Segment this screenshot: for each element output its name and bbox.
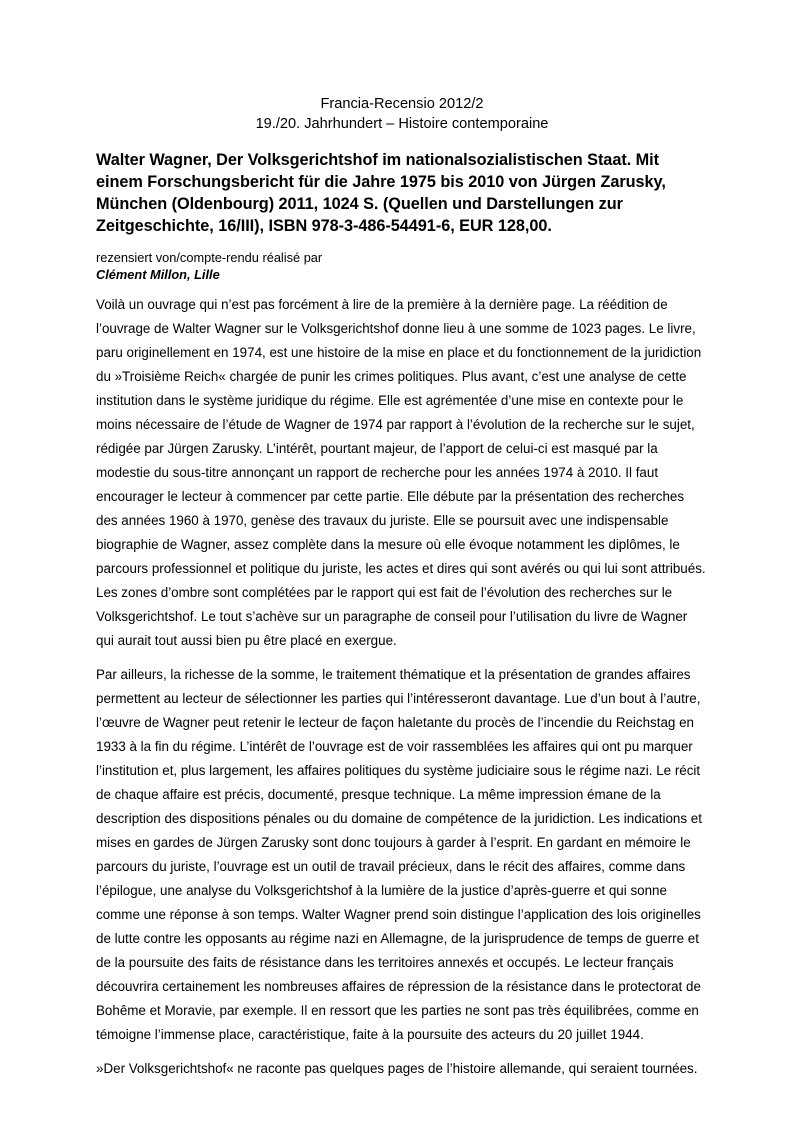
journal-issue: Francia-Recensio 2012/2 (320, 96, 484, 112)
body-paragraph-3: »Der Volksgerichtshof« ne raconte pas quelques pages de l’histoire allemande, qui seraient tournées. (96, 1061, 698, 1076)
body-paragraph-2: Par ailleurs, la richesse de la somme, le traitement thématique et la présentation de grandes affaires permettent au lecteur de sélectionner les parties qui l’intéresseront davantage. Lue d’un bout à l’autre, l’œuvre de Wagner peut retenir le lecteur de façon haletante du procès de l’incendie du Reichstag en 1933 à la fin du régime. L’intérêt de l’ouvrage est de voir rassemblées les affaires qui ont pu marquer l’institution et, plus largement, les affaires politiques du système judiciaire sous le régime nazi. Le récit de chaque affaire est précis, documenté, presque technique. La même impression émane de la description des dispositions pénales ou du domaine de compétence de la juridiction. Les indications et mises en gardes de Jürgen Zarusky sont donc toujours à garder à l’esprit. En gardant en mémoire le parcours du juriste, l’ouvrage est un outil de travail précieux, dans le récit des affaires, comme dans l’épilogue, une analyse du Volksgerichtshof à la lumière de la justice d’après-guerre et qui sonne comme une réponse à son temps. Walter Wagner prend soin distingue l’application des lois originelles de lutte contre les opposants au régime nazi en Allemagne, de la jurisprudence de temps de guerre et de la poursuite des faits de résistance dans les territoires annexés et occupés. Le lecteur français découvrira certainement les nombreuses affaires de répression de la résistance dans le protectorat de Bohême et Moravie, par exemple. Il en ressort que les parties ne sont pas très équilibrées, comme en témoigne l’immense place, caractéristique, faite à la poursuite des acteurs du 20 juillet 1944. (96, 667, 702, 1042)
document-page (96, 94, 708, 1091)
body-paragraph-1: Voilà un ouvrage qui n’est pas forcément à lire de la première à la dernière page. La réédition de l’ouvrage de Walter Wagner sur le Volksgerichtshof donne lieu à une somme de 1023 pages. Le livre, paru originellement en 1974, est une histoire de la mise en place et du fonctionnement de la juridiction du »Troisième Reich« chargée de punir les crimes politiques. Plus avant, c’est une analyse de cette institution dans le système juridique du régime. Elle est agrémentée d’une mise en contexte pour le moins nécessaire de l’étude de Wagner de 1974 par rapport à l’évolution de la recherche sur le sujet, rédigée par Jürgen Zarusky. L’intérêt, pourtant majeur, de l’apport de celui-ci est masqué par la modestie du sous-titre annonçant un rapport de recherche pour les années 1974 à 2010. Il faut encourager le lecteur à commencer par cette partie. Elle débute par la présentation des recherches des années 1960 à 1970, genèse des travaux du juriste. Elle se poursuit avec une indispensable biographie de Wagner, assez complète dans la mesure où elle évoque notamment les diplômes, le parcours professionnel et politique du juriste, les actes et dires qui sont avérés ou qui lui sont attribués. Les zones d’ombre sont complétées par le rapport qui est fait de l’évolution des recherches sur le Volksgerichtshof. Le tout s’achève sur un paragraphe de conseil pour l’utilisation du livre de Wagner qui aurait tout aussi bien pu être placé en exergue. (96, 297, 706, 648)
journal-section: 19./20. Jahrhundert – Histoire contemporaine (255, 116, 549, 132)
reviewer-label: rezensiert von/compte-rendu réalisé par (96, 250, 323, 265)
journal-header (96, 94, 708, 134)
reviewer-block (96, 249, 708, 283)
book-citation: Walter Wagner, Der Volksgerichtshof im nationalsozialistischen Staat. Mit einem Forschungsbericht für die Jahre 1975 bis 2010 von Jürgen Zarusky, München (Oldenbourg) 2011, 1024 S. (Quellen und Darstellungen zur Zeitgeschichte, 16/III), ISBN 978-3-486-54491-6, EUR 128,00. (96, 151, 666, 235)
reviewer-name: Clément Millon, Lille (96, 267, 220, 282)
review-body (96, 293, 708, 1081)
